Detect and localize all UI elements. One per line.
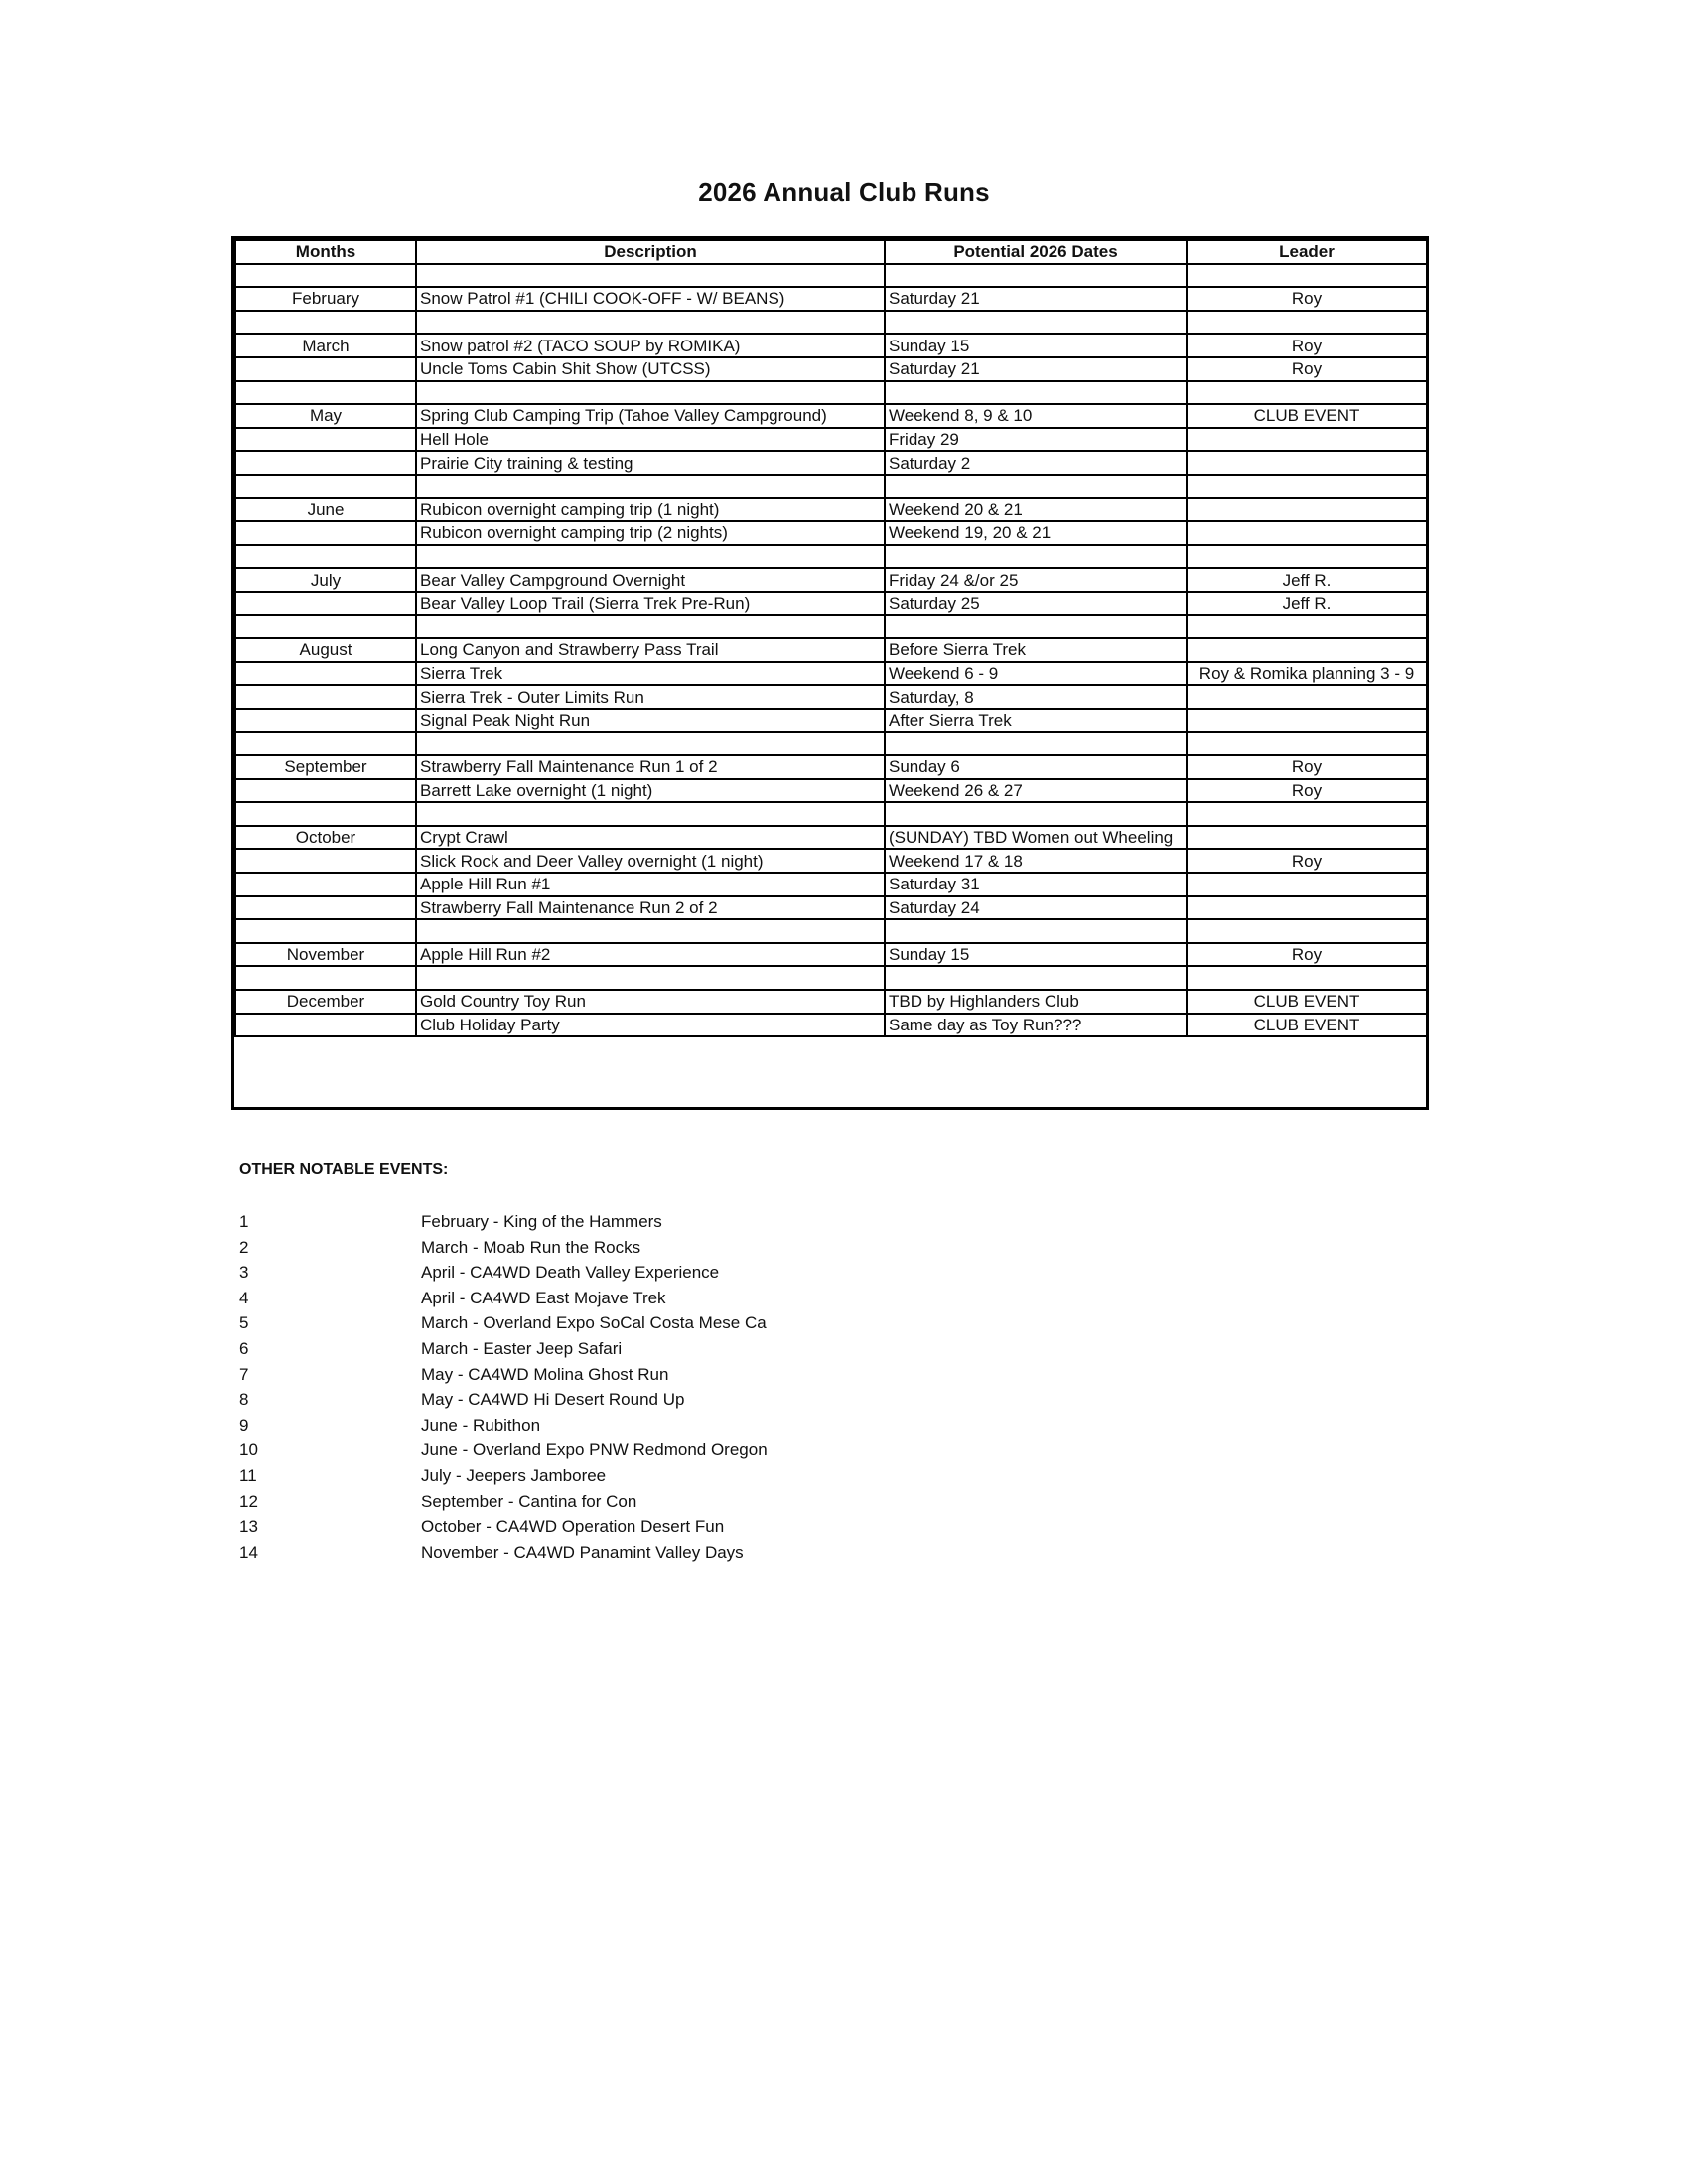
cell-month: [235, 615, 416, 639]
header-description: Description: [416, 240, 885, 264]
cell-description: Snow patrol #2 (TACO SOUP by ROMIKA): [416, 334, 885, 357]
cell-month: [235, 1014, 416, 1037]
cell-month: July: [235, 568, 416, 592]
cell-month: [235, 264, 416, 288]
cell-description: [416, 966, 885, 990]
list-item-text: April - CA4WD East Mojave Trek: [421, 1288, 666, 1307]
list-item-number: 10: [239, 1440, 258, 1460]
list-item-number: 6: [239, 1338, 249, 1358]
cell-leader: [1187, 732, 1427, 755]
list-item-text: May - CA4WD Hi Desert Round Up: [421, 1390, 685, 1410]
list-item: [239, 1413, 1133, 1438]
cell-date: (SUNDAY) TBD Women out Wheeling: [885, 826, 1187, 850]
table-row: [235, 568, 1427, 592]
cell-date: Weekend 8, 9 & 10: [885, 404, 1187, 428]
cell-description: Rubicon overnight camping trip (1 night): [416, 498, 885, 522]
cell-leader: [1187, 966, 1427, 990]
cell-description: Strawberry Fall Maintenance Run 2 of 2: [416, 896, 885, 920]
cell-description: [416, 802, 885, 826]
cell-leader: Jeff R.: [1187, 592, 1427, 615]
list-item-text: October - CA4WD Operation Desert Fun: [421, 1517, 725, 1537]
table-row: [235, 287, 1427, 311]
cell-leader: Roy & Romika planning 3 - 9: [1187, 662, 1427, 686]
header-leader: Leader: [1187, 240, 1427, 264]
cell-leader: Jeff R.: [1187, 568, 1427, 592]
cell-date: Saturday 21: [885, 287, 1187, 311]
cell-leader: Roy: [1187, 287, 1427, 311]
list-item-number: 12: [239, 1491, 258, 1511]
table-row: [235, 709, 1427, 733]
list-item-text: March - Moab Run the Rocks: [421, 1237, 641, 1257]
table-row: [235, 357, 1427, 381]
cell-month: November: [235, 943, 416, 967]
cell-month: May: [235, 404, 416, 428]
cell-month: October: [235, 826, 416, 850]
cell-month: [235, 779, 416, 803]
cell-month: [235, 685, 416, 709]
header-dates: Potential 2026 Dates: [885, 240, 1187, 264]
list-item: [239, 1489, 1133, 1515]
table-row: [235, 638, 1427, 662]
cell-description: [416, 732, 885, 755]
cell-month: [235, 662, 416, 686]
cell-month: [235, 732, 416, 755]
cell-month: [235, 966, 416, 990]
table-row: [235, 990, 1427, 1014]
cell-date: [885, 615, 1187, 639]
cell-description: Bear Valley Campground Overnight: [416, 568, 885, 592]
list-item: [239, 1286, 1133, 1311]
cell-leader: CLUB EVENT: [1187, 404, 1427, 428]
cell-description: Sierra Trek: [416, 662, 885, 686]
list-item-number: 7: [239, 1364, 249, 1384]
table-header-row: [235, 240, 1427, 264]
cell-leader: [1187, 873, 1427, 896]
cell-month: February: [235, 287, 416, 311]
table-row: [235, 919, 1427, 943]
cell-description: [416, 264, 885, 288]
cell-leader: [1187, 451, 1427, 475]
cell-description: Strawberry Fall Maintenance Run 1 of 2: [416, 755, 885, 779]
list-item-number: 14: [239, 1542, 258, 1562]
cell-date: Friday 29: [885, 428, 1187, 452]
cell-date: Saturday, 8: [885, 685, 1187, 709]
cell-description: Hell Hole: [416, 428, 885, 452]
cell-leader: Roy: [1187, 943, 1427, 967]
cell-month: [235, 896, 416, 920]
cell-description: Prairie City training & testing: [416, 451, 885, 475]
notable-events-list: [239, 1209, 1133, 1565]
table-row: [235, 521, 1427, 545]
list-item: [239, 1310, 1133, 1336]
table-row: [235, 896, 1427, 920]
table-row: [235, 311, 1427, 335]
table-row: [235, 404, 1427, 428]
list-item-text: February - King of the Hammers: [421, 1212, 662, 1231]
header-months: Months: [235, 240, 416, 264]
list-item-text: July - Jeepers Jamboree: [421, 1465, 607, 1485]
table-row: [235, 966, 1427, 990]
list-item-number: 13: [239, 1517, 258, 1537]
table-row: [235, 592, 1427, 615]
list-item: [239, 1387, 1133, 1413]
cell-date: Weekend 6 - 9: [885, 662, 1187, 686]
table-row: [235, 1014, 1427, 1037]
cell-leader: [1187, 475, 1427, 498]
cell-date: [885, 919, 1187, 943]
list-item-number: 3: [239, 1263, 249, 1283]
list-item-number: 4: [239, 1288, 249, 1307]
table-row: [235, 264, 1427, 288]
notable-events-heading: OTHER NOTABLE EVENTS:: [239, 1161, 449, 1178]
cell-description: Sierra Trek - Outer Limits Run: [416, 685, 885, 709]
cell-description: Gold Country Toy Run: [416, 990, 885, 1014]
cell-leader: CLUB EVENT: [1187, 990, 1427, 1014]
cell-leader: [1187, 638, 1427, 662]
list-item: [239, 1514, 1133, 1540]
list-item-text: April - CA4WD Death Valley Experience: [421, 1263, 720, 1283]
table-row: [235, 873, 1427, 896]
cell-date: [885, 381, 1187, 405]
list-item: [239, 1463, 1133, 1489]
cell-month: [235, 802, 416, 826]
cell-date: Weekend 19, 20 & 21: [885, 521, 1187, 545]
cell-date: Friday 24 &/or 25: [885, 568, 1187, 592]
cell-date: Saturday 25: [885, 592, 1187, 615]
cell-date: [885, 545, 1187, 569]
table-row: [235, 685, 1427, 709]
table-row: [235, 381, 1427, 405]
cell-month: August: [235, 638, 416, 662]
table-row: [235, 755, 1427, 779]
page-title: 2026 Annual Club Runs: [698, 177, 990, 206]
cell-month: [235, 451, 416, 475]
cell-description: Uncle Toms Cabin Shit Show (UTCSS): [416, 357, 885, 381]
table-row: [235, 451, 1427, 475]
cell-date: After Sierra Trek: [885, 709, 1187, 733]
table-row: [235, 615, 1427, 639]
list-item: [239, 1540, 1133, 1566]
table-row: [235, 849, 1427, 873]
cell-date: Same day as Toy Run???: [885, 1014, 1187, 1037]
cell-leader: [1187, 428, 1427, 452]
cell-date: Saturday 24: [885, 896, 1187, 920]
table-row: [235, 334, 1427, 357]
cell-description: Crypt Crawl: [416, 826, 885, 850]
list-item-number: 11: [239, 1465, 257, 1485]
cell-date: Sunday 15: [885, 943, 1187, 967]
cell-leader: [1187, 802, 1427, 826]
list-item-text: March - Easter Jeep Safari: [421, 1338, 623, 1358]
cell-leader: [1187, 896, 1427, 920]
cell-date: Saturday 31: [885, 873, 1187, 896]
list-item-text: September - Cantina for Con: [421, 1491, 637, 1511]
cell-month: September: [235, 755, 416, 779]
list-item-text: May - CA4WD Molina Ghost Run: [421, 1364, 669, 1384]
cell-leader: [1187, 919, 1427, 943]
list-item-text: November - CA4WD Panamint Valley Days: [421, 1542, 744, 1562]
cell-description: Slick Rock and Deer Valley overnight (1 night): [416, 849, 885, 873]
list-item-number: 8: [239, 1390, 249, 1410]
cell-date: TBD by Highlanders Club: [885, 990, 1187, 1014]
cell-leader: [1187, 685, 1427, 709]
table-row: [235, 802, 1427, 826]
list-item-text: June - Rubithon: [421, 1415, 541, 1434]
list-item: [239, 1437, 1133, 1463]
list-item: [239, 1209, 1133, 1235]
club-runs-table: [234, 239, 1428, 1037]
list-item-number: 5: [239, 1313, 249, 1333]
table-row: [235, 826, 1427, 850]
list-item-text: June - Overland Expo PNW Redmond Oregon: [421, 1440, 768, 1460]
cell-description: Rubicon overnight camping trip (2 nights): [416, 521, 885, 545]
cell-leader: Roy: [1187, 755, 1427, 779]
cell-leader: CLUB EVENT: [1187, 1014, 1427, 1037]
cell-description: [416, 475, 885, 498]
cell-month: [235, 919, 416, 943]
table-row: [235, 498, 1427, 522]
cell-description: Signal Peak Night Run: [416, 709, 885, 733]
list-item: [239, 1362, 1133, 1388]
cell-date: [885, 475, 1187, 498]
cell-description: Bear Valley Loop Trail (Sierra Trek Pre-Run): [416, 592, 885, 615]
cell-leader: [1187, 521, 1427, 545]
table-row: [235, 943, 1427, 967]
cell-date: Weekend 17 & 18: [885, 849, 1187, 873]
cell-description: [416, 615, 885, 639]
cell-month: [235, 545, 416, 569]
cell-date: [885, 311, 1187, 335]
cell-month: [235, 709, 416, 733]
cell-month: [235, 311, 416, 335]
cell-description: Apple Hill Run #2: [416, 943, 885, 967]
cell-leader: [1187, 381, 1427, 405]
cell-description: [416, 311, 885, 335]
table-row: [235, 662, 1427, 686]
cell-month: [235, 475, 416, 498]
cell-description: Club Holiday Party: [416, 1014, 885, 1037]
cell-date: Sunday 6: [885, 755, 1187, 779]
cell-leader: [1187, 826, 1427, 850]
cell-month: December: [235, 990, 416, 1014]
list-item: [239, 1235, 1133, 1261]
cell-description: Apple Hill Run #1: [416, 873, 885, 896]
table-body: [235, 264, 1427, 1037]
cell-leader: Roy: [1187, 779, 1427, 803]
list-item-number: 9: [239, 1415, 249, 1434]
cell-description: Spring Club Camping Trip (Tahoe Valley Campground): [416, 404, 885, 428]
list-item-number: 1: [239, 1212, 249, 1231]
table-row: [235, 428, 1427, 452]
cell-description: [416, 919, 885, 943]
cell-date: Weekend 20 & 21: [885, 498, 1187, 522]
cell-leader: [1187, 264, 1427, 288]
cell-date: Saturday 21: [885, 357, 1187, 381]
cell-leader: [1187, 311, 1427, 335]
cell-month: [235, 381, 416, 405]
cell-description: Long Canyon and Strawberry Pass Trail: [416, 638, 885, 662]
cell-leader: [1187, 615, 1427, 639]
cell-description: [416, 381, 885, 405]
cell-month: [235, 357, 416, 381]
table-row: [235, 732, 1427, 755]
cell-date: Saturday 2: [885, 451, 1187, 475]
cell-leader: Roy: [1187, 357, 1427, 381]
cell-month: March: [235, 334, 416, 357]
table-row: [235, 779, 1427, 803]
cell-description: Barrett Lake overnight (1 night): [416, 779, 885, 803]
cell-leader: Roy: [1187, 334, 1427, 357]
cell-date: Weekend 26 & 27: [885, 779, 1187, 803]
cell-month: [235, 592, 416, 615]
cell-month: June: [235, 498, 416, 522]
cell-leader: [1187, 545, 1427, 569]
cell-date: [885, 802, 1187, 826]
cell-date: [885, 966, 1187, 990]
cell-description: [416, 545, 885, 569]
table-row: [235, 475, 1427, 498]
cell-date: [885, 264, 1187, 288]
cell-date: Sunday 15: [885, 334, 1187, 357]
cell-date: Before Sierra Trek: [885, 638, 1187, 662]
cell-leader: [1187, 498, 1427, 522]
cell-month: [235, 873, 416, 896]
cell-leader: [1187, 709, 1427, 733]
list-item: [239, 1260, 1133, 1286]
table-row: [235, 545, 1427, 569]
list-item-text: March - Overland Expo SoCal Costa Mese Ca: [421, 1313, 767, 1333]
cell-date: [885, 732, 1187, 755]
list-item: [239, 1336, 1133, 1362]
cell-month: [235, 521, 416, 545]
cell-leader: Roy: [1187, 849, 1427, 873]
cell-month: [235, 428, 416, 452]
list-item-number: 2: [239, 1237, 249, 1257]
cell-month: [235, 849, 416, 873]
cell-description: Snow Patrol #1 (CHILI COOK-OFF - W/ BEANS): [416, 287, 885, 311]
